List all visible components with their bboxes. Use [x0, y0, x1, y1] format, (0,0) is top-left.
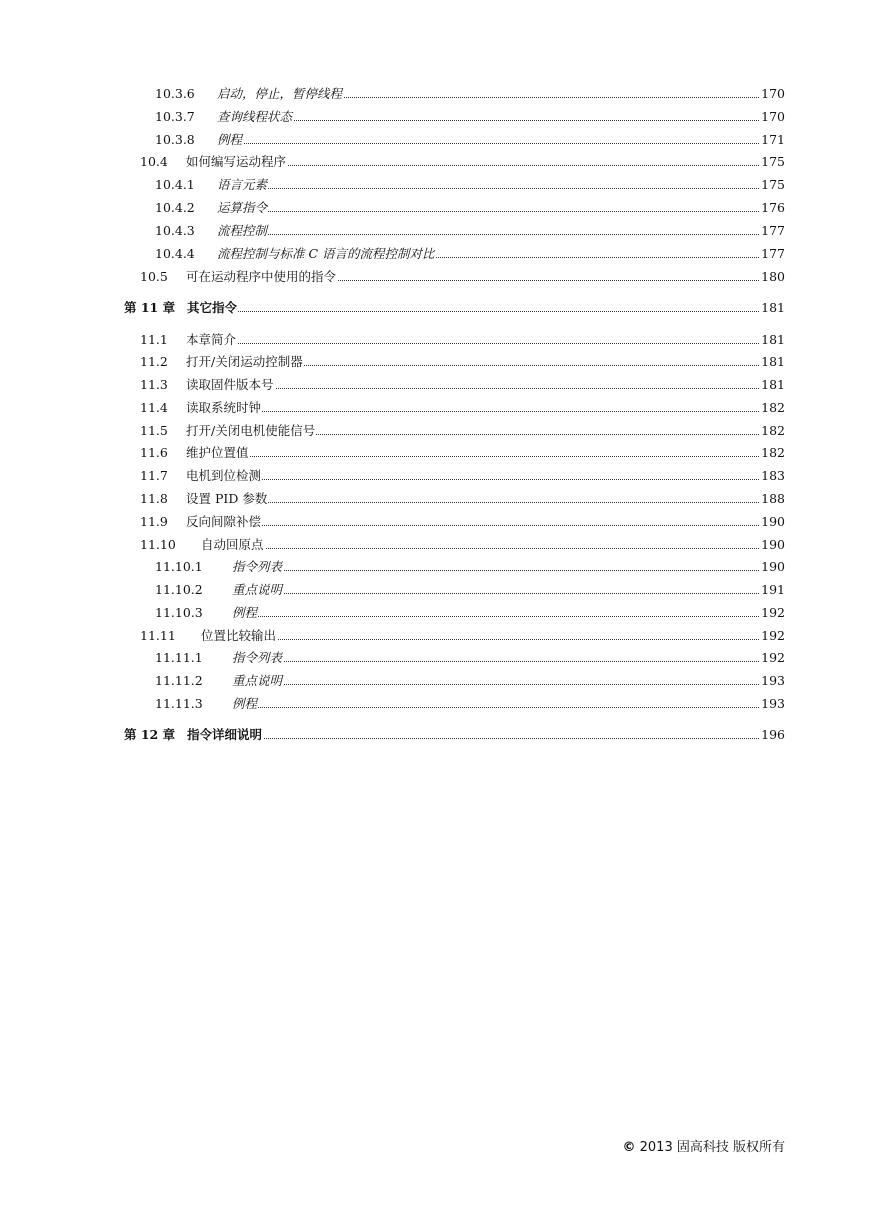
toc-entry-title: 查询线程状态: [217, 107, 293, 127]
toc-entry-title: 打开/关闭运动控制器: [186, 352, 304, 372]
toc-entry[interactable]: [0, 421, 869, 441]
toc-entry-page-number: 181: [760, 298, 785, 318]
toc-entry-title: 读取固件版本号: [186, 375, 275, 395]
toc-entry[interactable]: [0, 84, 869, 104]
toc-entry[interactable]: [0, 443, 869, 463]
toc-entry-title: 自动回原点: [201, 535, 265, 555]
toc-dot-leader: [232, 593, 785, 594]
toc-entry-page-number: 175: [760, 152, 785, 172]
toc-entry-number: 10.4: [140, 154, 168, 169]
toc-entry-title: 如何编写运动程序: [186, 152, 287, 172]
toc-dot-leader: [232, 707, 785, 708]
toc-entry-title: 位置比较输出: [201, 626, 277, 646]
toc-entry[interactable]: [0, 580, 869, 600]
toc-entry[interactable]: [0, 221, 869, 241]
toc-dot-leader: [232, 570, 785, 571]
toc-entry-title: 其它指令: [187, 298, 238, 318]
toc-entry-number: 11.10.3: [155, 605, 203, 620]
toc-dot-leader: [186, 343, 785, 344]
toc-dot-leader: [186, 502, 785, 503]
toc-entry-number: 11.4: [140, 400, 168, 415]
toc-entry[interactable]: [0, 557, 869, 577]
toc-entry-number: 11.10.2: [155, 582, 203, 597]
toc-entry-number: 11.8: [140, 491, 168, 506]
toc-entry[interactable]: [0, 352, 869, 372]
toc-entry-title: 指令详细说明: [187, 725, 263, 745]
toc-entry-page-number: 181: [760, 375, 785, 395]
toc-dot-leader: [186, 479, 785, 480]
toc-entry-page-number: 177: [760, 244, 785, 264]
toc-entry-page-number: 170: [760, 84, 785, 104]
copyright-symbol: ©: [622, 1140, 636, 1155]
toc-entry-title: 启动，停止，暂停线程: [217, 84, 343, 104]
toc-entry-number: 第 11 章: [124, 300, 176, 315]
toc-entry-title: 本章简介: [186, 330, 237, 350]
toc-entry-title: 例程: [232, 603, 258, 623]
toc-entry-number: 11.10.1: [155, 559, 203, 574]
toc-dot-leader: [186, 525, 785, 526]
toc-entry[interactable]: [0, 398, 869, 418]
toc-entry[interactable]: [0, 298, 869, 318]
toc-dot-leader: [217, 211, 785, 212]
toc-dot-leader: [186, 456, 785, 457]
toc-entry[interactable]: [0, 152, 869, 172]
toc-entry-page-number: 176: [760, 198, 785, 218]
toc-entry-title: 流程控制: [217, 221, 268, 241]
toc-entry[interactable]: [0, 198, 869, 218]
toc-entry[interactable]: [0, 626, 869, 646]
toc-entry-title: 指令列表: [232, 557, 283, 577]
toc-entry-title: 可在运动程序中使用的指令: [186, 267, 337, 287]
toc-entry-title: 语言元素: [217, 175, 268, 195]
toc-entry-number: 10.4.4: [155, 246, 195, 261]
toc-entry[interactable]: [0, 244, 869, 264]
copyright-text: 2013 固高科技 版权所有: [639, 1140, 785, 1155]
toc-dot-leader: [187, 311, 785, 312]
toc-entry-page-number: 180: [760, 267, 785, 287]
toc-entry-number: 11.11: [140, 628, 176, 643]
toc-entry-page-number: 170: [760, 107, 785, 127]
toc-entry-title: 打开/关闭电机使能信号: [186, 421, 316, 441]
toc-entry[interactable]: [0, 130, 869, 150]
toc-entry-page-number: 182: [760, 443, 785, 463]
toc-entry-page-number: 192: [760, 648, 785, 668]
toc-dot-leader: [232, 661, 785, 662]
toc-entry-page-number: 190: [760, 535, 785, 555]
toc-entry-page-number: 192: [760, 603, 785, 623]
toc-entry-number: 11.9: [140, 514, 168, 529]
toc-entry-title: 重点说明: [232, 671, 283, 691]
toc-entry[interactable]: [0, 512, 869, 532]
toc-entry-number: 10.3.7: [155, 109, 195, 124]
toc-entry-title: 重点说明: [232, 580, 283, 600]
toc-entry[interactable]: [0, 694, 869, 714]
toc-entry-title: 反向间隙补偿: [186, 512, 262, 532]
toc-entry-page-number: 191: [760, 580, 785, 600]
toc-dot-leader: [187, 738, 785, 739]
toc-entry-number: 11.11.1: [155, 650, 203, 665]
toc-dot-leader: [201, 639, 785, 640]
toc-dot-leader: [217, 143, 785, 144]
toc-dot-leader: [201, 548, 785, 549]
toc-entry-number: 10.3.6: [155, 86, 195, 101]
toc-entry-page-number: 190: [760, 557, 785, 577]
toc-entry-number: 11.11.3: [155, 696, 203, 711]
toc-entry-page-number: 183: [760, 466, 785, 486]
toc-dot-leader: [186, 388, 785, 389]
toc-entry-title: 指令列表: [232, 648, 283, 668]
toc-entry-number: 11.1: [140, 332, 168, 347]
toc-entry[interactable]: [0, 107, 869, 127]
toc-entry-page-number: 171: [760, 130, 785, 150]
toc-entry-page-number: 181: [760, 330, 785, 350]
copyright-footer: [623, 1136, 786, 1155]
toc-entry-page-number: 192: [760, 626, 785, 646]
toc-entry-number: 第 12 章: [124, 727, 176, 742]
toc-entry-number: 11.11.2: [155, 673, 203, 688]
toc-entry[interactable]: [0, 725, 869, 745]
toc-entry-number: 10.4.3: [155, 223, 195, 238]
toc-dot-leader: [232, 684, 785, 685]
toc-entry-number: 10.4.1: [155, 177, 195, 192]
toc-entry-page-number: 181: [760, 352, 785, 372]
toc-entry[interactable]: [0, 267, 869, 287]
toc-entry[interactable]: [0, 330, 869, 350]
toc-entry-title: 运算指令: [217, 198, 268, 218]
toc-entry[interactable]: [0, 603, 869, 623]
toc-entry[interactable]: [0, 648, 869, 668]
toc-entry[interactable]: [0, 175, 869, 195]
toc-entry-page-number: 196: [760, 725, 785, 745]
toc-entry-page-number: 177: [760, 221, 785, 241]
toc-entry[interactable]: [0, 375, 869, 395]
toc-entry[interactable]: [0, 535, 869, 555]
toc-entry-title: 读取系统时钟: [186, 398, 262, 418]
toc-entry-title: 设置 PID 参数: [186, 489, 268, 509]
toc-entry-page-number: 175: [760, 175, 785, 195]
toc-dot-leader: [232, 616, 785, 617]
toc-dot-leader: [186, 411, 785, 412]
toc-entry-number: 11.10: [140, 537, 176, 552]
toc-entry-page-number: 193: [760, 671, 785, 691]
toc-entry-page-number: 182: [760, 421, 785, 441]
toc-entry-number: 11.2: [140, 354, 168, 369]
toc-dot-leader: [217, 234, 785, 235]
toc-entry-page-number: 190: [760, 512, 785, 532]
toc-entry-title: 维护位置值: [186, 443, 250, 463]
toc-entry[interactable]: [0, 466, 869, 486]
toc-entry-number: 11.3: [140, 377, 168, 392]
toc-entry-title: 电机到位检测: [186, 466, 262, 486]
toc-entry-page-number: 182: [760, 398, 785, 418]
toc-entry-number: 11.6: [140, 445, 168, 460]
toc-entry-title: 流程控制与标准 C 语言的流程控制对比: [217, 244, 436, 264]
toc-entry-title: 例程: [217, 130, 243, 150]
toc-entry-page-number: 188: [760, 489, 785, 509]
toc-entry-number: 10.3.8: [155, 132, 195, 147]
toc-entry-page-number: 193: [760, 694, 785, 714]
toc-dot-leader: [217, 188, 785, 189]
toc-entry-number: 11.5: [140, 423, 168, 438]
toc-entry-number: 11.7: [140, 468, 168, 483]
toc-entry-number: 10.5: [140, 269, 168, 284]
toc-entry[interactable]: [0, 489, 869, 509]
toc-entry[interactable]: [0, 671, 869, 691]
toc-entry-title: 例程: [232, 694, 258, 714]
toc-dot-leader: [217, 120, 785, 121]
toc-entry-number: 10.4.2: [155, 200, 195, 215]
